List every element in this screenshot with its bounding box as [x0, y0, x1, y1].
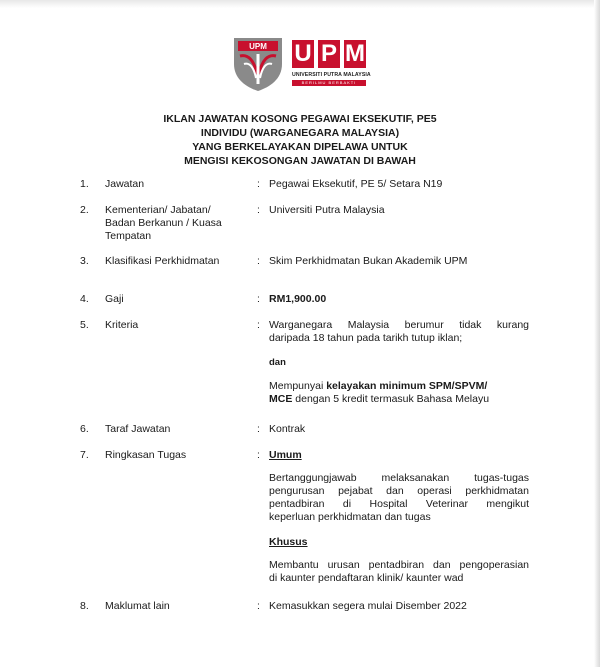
item-label: Klasifikasi Perkhidmatan: [105, 255, 220, 267]
upm-wordmark: [292, 40, 366, 68]
item-label: Taraf Jawatan: [105, 423, 171, 435]
item-number: 4.: [80, 293, 89, 305]
item-number: 8.: [80, 600, 89, 612]
title-line: IKLAN JAWATAN KOSONG PEGAWAI EKSEKUTIF, PE5: [163, 113, 437, 125]
salary-value: RM1,900.00: [269, 293, 327, 305]
item-label: [105, 204, 255, 243]
duties-heading-umum: Umum: [269, 449, 302, 461]
item-value: Kemasukkan segera mulai Disember 2022: [269, 600, 467, 612]
duties-khusus-text: [269, 559, 529, 585]
university-name: UNIVERSITI PUTRA MALAYSIA: [292, 72, 371, 78]
item-colon: :: [257, 255, 260, 267]
item-colon: :: [257, 600, 260, 612]
item-value: Kontrak: [269, 423, 306, 435]
wordmark-letter: P: [318, 40, 340, 68]
item-colon: :: [257, 204, 260, 216]
duties-line: Membantu urusan pentadbiran dan pengoperasian: [269, 559, 529, 571]
item-label: Jawatan: [105, 178, 145, 190]
item-label-line: Tempatan: [105, 230, 152, 242]
item-number: 5.: [80, 319, 89, 331]
duties-block: [269, 449, 529, 585]
item-label: Ringkasan Tugas: [105, 449, 187, 461]
duties-line: Bertanggungjawab melaksanakan tugas-tugas: [269, 472, 529, 484]
item-number: 1.: [80, 178, 89, 190]
criteria-line: Warganegara Malaysia berumur tidak kurang: [269, 319, 529, 331]
wordmark-letter: M: [345, 40, 365, 67]
item-number: 7.: [80, 449, 89, 461]
title-line: MENGISI KEKOSONGAN JAWATAN DI BAWAH: [184, 155, 416, 167]
item-label: Gaji: [105, 293, 124, 305]
crest-text: UPM: [249, 42, 267, 51]
item-colon: :: [257, 319, 260, 331]
qualification-text: dengan 5 kredit termasuk Bahasa Melayu: [292, 393, 490, 405]
item-value: Skim Perkhidmatan Bukan Akademik UPM: [269, 255, 468, 267]
page-shadow-top: [0, 0, 600, 8]
duties-line: pengurusan pejabat dan operasi perkhidmatan: [269, 485, 529, 497]
qualification-text: Mempunyai: [269, 380, 327, 392]
item-label: Maklumat lain: [105, 600, 170, 612]
item-number: 3.: [80, 255, 89, 267]
item-label-line: Badan Berkanun / Kuasa: [105, 217, 222, 229]
criteria-block: [269, 319, 529, 406]
wordmark-letter: U: [292, 40, 314, 68]
duties-line: pentadbiran di Hospital Veterinar mengikut: [269, 498, 529, 510]
qualification-bold: MCE: [269, 393, 293, 405]
duties-line: di kaunter pendaftaran klinik/ kaunter wad: [269, 572, 464, 584]
item-label: Kriteria: [105, 319, 139, 331]
upm-crest-icon: [230, 34, 286, 92]
item-value: Pegawai Eksekutif, PE 5/ Setara N19: [269, 178, 443, 190]
item-number: 2.: [80, 204, 89, 216]
duties-umum-text: [269, 472, 529, 524]
item-colon: :: [257, 423, 260, 435]
item-colon: :: [257, 178, 260, 190]
criteria-qualification: [269, 380, 529, 406]
item-value: Universiti Putra Malaysia: [269, 204, 385, 216]
duties-heading-khusus: Khusus: [269, 536, 308, 548]
item-number: 6.: [80, 423, 89, 435]
motto-bar: BERILMU BERBAKTI: [292, 80, 366, 86]
duties-line: keperluan perkhidmatan dan tugas: [269, 511, 431, 523]
item-label-line: Kementerian/ Jabatan/: [105, 204, 211, 216]
upm-logo: [230, 34, 370, 92]
page-shadow-right: [594, 0, 600, 667]
item-colon: :: [257, 449, 260, 461]
criteria-dan: dan: [269, 357, 286, 368]
qualification-bold: kelayakan minimum SPM/SPVM/: [326, 380, 488, 392]
page-title: [0, 112, 600, 168]
item-colon: :: [257, 293, 260, 305]
criteria-line: daripada 18 tahun pada tarikh tutup iklan;: [269, 332, 463, 344]
title-line: INDIVIDU (WARGANEGARA MALAYSIA): [200, 127, 400, 139]
title-line: YANG BERKELAYAKAN DIPELAWA UNTUK: [192, 141, 408, 153]
